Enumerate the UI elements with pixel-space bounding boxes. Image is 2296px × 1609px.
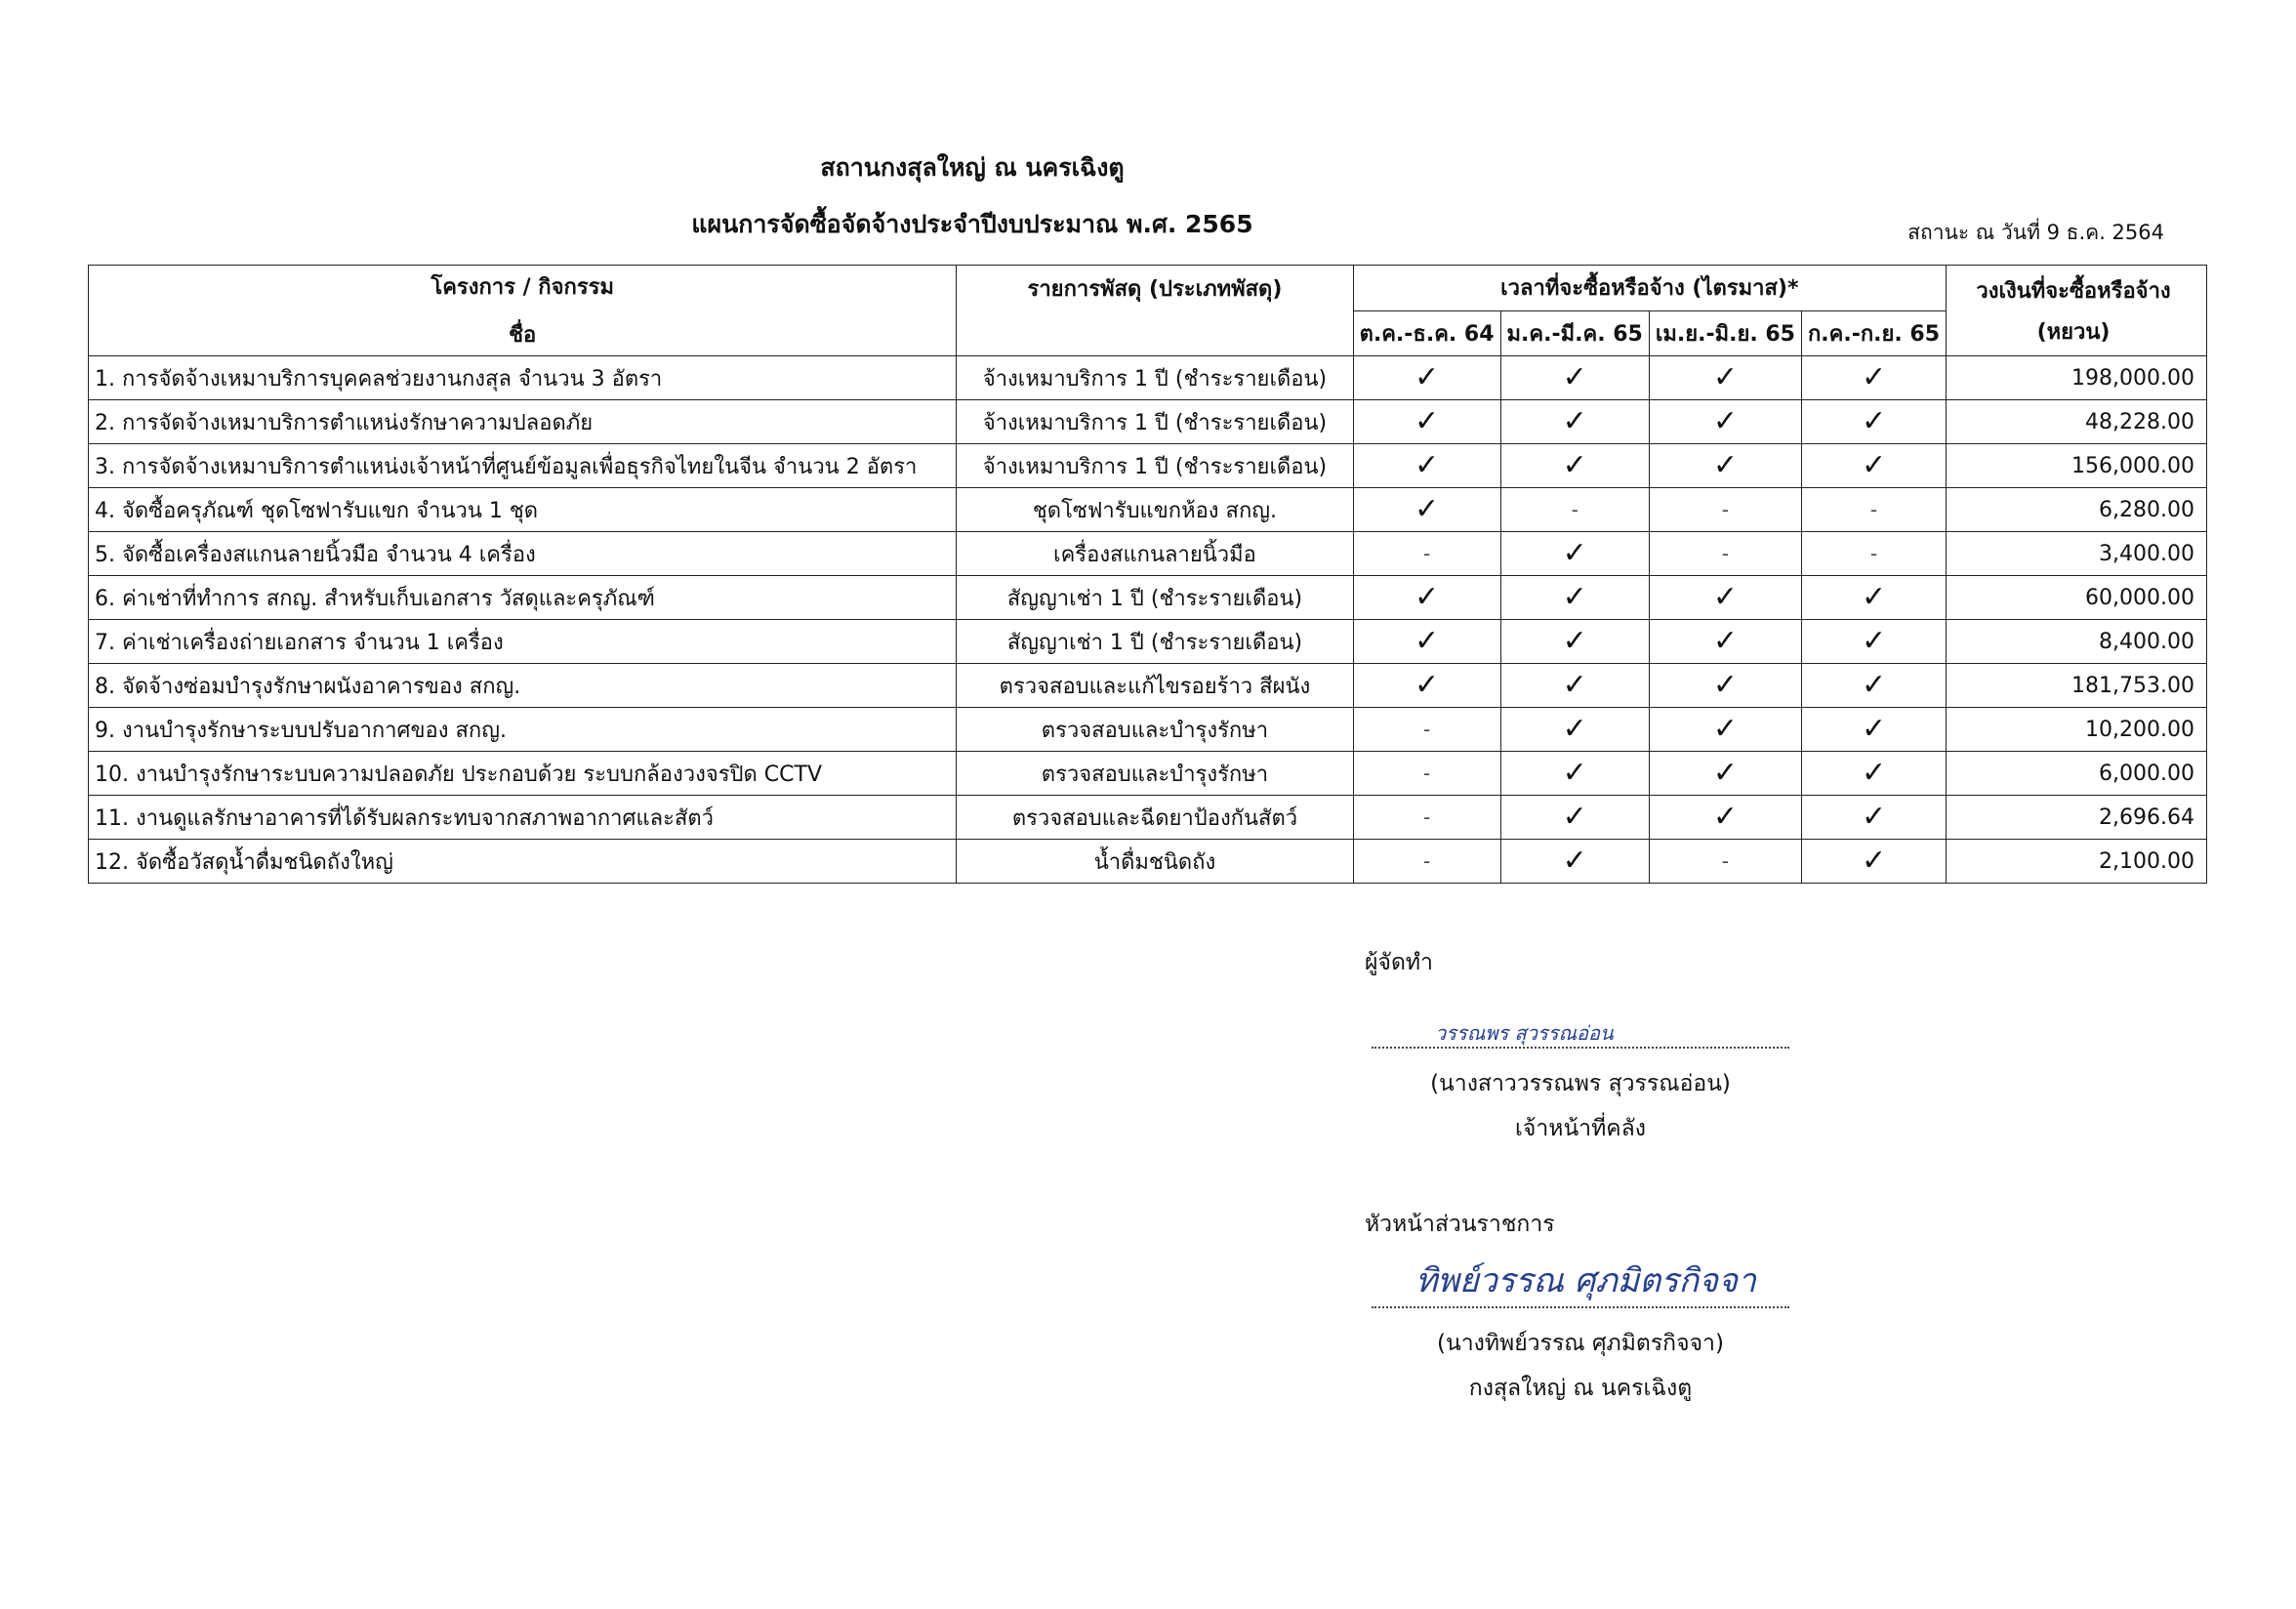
row-quarter-check: ✓ xyxy=(1500,532,1649,576)
row-project-name: 2. การจัดจ้างเหมาบริการตำแหน่งรักษาความปลอดภัย xyxy=(89,400,957,444)
row-amount: 181,753.00 xyxy=(1947,664,2207,708)
row-amount: 48,228.00 xyxy=(1947,400,2207,444)
row-item: จ้างเหมาบริการ 1 ปี (ชำระรายเดือน) xyxy=(957,356,1353,400)
row-project-name: 9. งานบำรุงรักษาระบบปรับอากาศของ สกญ. xyxy=(89,708,957,752)
row-amount: 60,000.00 xyxy=(1947,576,2207,620)
row-quarter-check: ✓ xyxy=(1801,840,1946,884)
row-item: ตรวจสอบและบำรุงรักษา xyxy=(957,752,1353,796)
row-amount: 198,000.00 xyxy=(1947,356,2207,400)
table-body xyxy=(89,356,2207,884)
table-row xyxy=(89,444,2207,488)
row-quarter-dash: - xyxy=(1801,488,1946,532)
row-quarter-check: ✓ xyxy=(1801,620,1946,664)
preparer-label: ผู้จัดทำ xyxy=(1365,950,1433,975)
row-amount: 8,400.00 xyxy=(1947,620,2207,664)
head-signature: ทิพย์วรรณ ศุภมิตรกิจจา xyxy=(1415,1261,1756,1300)
header-quarter: ต.ค.-ธ.ค. 64 xyxy=(1353,310,1500,356)
header-amount-line1: วงเงินที่จะซื้อหรือจ้าง xyxy=(1976,278,2171,304)
row-quarter-check: ✓ xyxy=(1649,796,1801,840)
header-amount xyxy=(1947,266,2207,356)
row-quarter-check: ✓ xyxy=(1500,400,1649,444)
row-project-name: 8. จัดจ้างซ่อมบำรุงรักษาผนังอาคารของ สกญ. xyxy=(89,664,957,708)
row-quarter-check: ✓ xyxy=(1500,576,1649,620)
row-quarter-dash: - xyxy=(1353,708,1500,752)
row-item: สัญญาเช่า 1 ปี (ชำระรายเดือน) xyxy=(957,620,1353,664)
row-quarter-dash: - xyxy=(1353,840,1500,884)
row-item: ตรวจสอบและบำรุงรักษา xyxy=(957,708,1353,752)
row-quarter-check: ✓ xyxy=(1801,576,1946,620)
row-project-name: 1. การจัดจ้างเหมาบริการบุคคลช่วยงานกงสุล จำนวน 3 อัตรา xyxy=(89,356,957,400)
header-item xyxy=(957,266,1353,356)
row-amount: 2,100.00 xyxy=(1947,840,2207,884)
header-quarter: ก.ค.-ก.ย. 65 xyxy=(1801,310,1946,356)
table-row xyxy=(89,840,2207,884)
row-project-name: 12. จัดซื้อวัสดุน้ำดื่มชนิดถังใหญ่ xyxy=(89,840,957,884)
row-quarter-dash: - xyxy=(1801,532,1946,576)
row-quarter-check: ✓ xyxy=(1649,752,1801,796)
row-project-name: 10. งานบำรุงรักษาระบบความปลอดภัย ประกอบด้วย ระบบกล้องวงจรปิด CCTV xyxy=(89,752,957,796)
row-quarter-check: ✓ xyxy=(1353,400,1500,444)
row-quarter-check: ✓ xyxy=(1801,752,1946,796)
row-project-name: 3. การจัดจ้างเหมาบริการตำแหน่งเจ้าหน้าที่ศูนย์ข้อมูลเพื่อธุรกิจไทยในจีน จำนวน 2 อัตรา xyxy=(89,444,957,488)
table-row xyxy=(89,356,2207,400)
row-quarter-check: ✓ xyxy=(1500,620,1649,664)
row-quarter-check: ✓ xyxy=(1353,620,1500,664)
row-quarter-check: ✓ xyxy=(1353,664,1500,708)
row-quarter-check: ✓ xyxy=(1500,796,1649,840)
header-time: เวลาที่จะซื้อหรือจ้าง (ไตรมาส)* xyxy=(1353,266,1947,311)
row-project-name: 5. จัดซื้อเครื่องสแกนลายนิ้วมือ จำนวน 4 เครื่อง xyxy=(89,532,957,576)
table-row xyxy=(89,752,2207,796)
row-quarter-dash: - xyxy=(1353,532,1500,576)
row-quarter-check: ✓ xyxy=(1649,664,1801,708)
head-label: หัวหน้าส่วนราชการ xyxy=(1365,1212,1555,1237)
procurement-plan-table xyxy=(88,265,2207,884)
row-quarter-check: ✓ xyxy=(1649,356,1801,400)
row-quarter-check: ✓ xyxy=(1801,796,1946,840)
row-quarter-check: ✓ xyxy=(1649,620,1801,664)
row-quarter-check: ✓ xyxy=(1801,356,1946,400)
row-amount: 156,000.00 xyxy=(1947,444,2207,488)
row-amount: 6,280.00 xyxy=(1947,488,2207,532)
header-quarter: ม.ค.-มี.ค. 65 xyxy=(1500,310,1649,356)
head-name: (นางทิพย์วรรณ ศุภมิตรกิจจา) xyxy=(1437,1331,1724,1356)
header-project-line1: โครงการ / กิจกรรม xyxy=(430,275,614,300)
status-date: สถานะ ณ วันที่ 9 ธ.ค. 2564 xyxy=(1907,221,2164,244)
row-quarter-check: ✓ xyxy=(1649,708,1801,752)
row-quarter-check: ✓ xyxy=(1353,576,1500,620)
page-subtitle: แผนการจัดซื้อจัดจ้างประจำปีงบประมาณ พ.ศ. 2565 xyxy=(691,210,1253,238)
row-quarter-check: ✓ xyxy=(1500,840,1649,884)
table-row xyxy=(89,708,2207,752)
table-row xyxy=(89,488,2207,532)
table-row xyxy=(89,620,2207,664)
row-quarter-dash: - xyxy=(1649,840,1801,884)
row-quarter-dash: - xyxy=(1649,488,1801,532)
head-signature-line xyxy=(1372,1306,1789,1308)
preparer-signature-line xyxy=(1372,1047,1789,1049)
header-project xyxy=(89,266,957,356)
row-quarter-check: ✓ xyxy=(1353,356,1500,400)
row-quarter-check: ✓ xyxy=(1649,576,1801,620)
header-quarter: เม.ย.-มิ.ย. 65 xyxy=(1649,310,1801,356)
row-quarter-dash: - xyxy=(1649,532,1801,576)
row-item: สัญญาเช่า 1 ปี (ชำระรายเดือน) xyxy=(957,576,1353,620)
table-row xyxy=(89,664,2207,708)
row-item: จ้างเหมาบริการ 1 ปี (ชำระรายเดือน) xyxy=(957,444,1353,488)
table-row xyxy=(89,576,2207,620)
row-project-name: 6. ค่าเช่าที่ทำการ สกญ. สำหรับเก็บเอกสาร วัสดุและครุภัณฑ์ xyxy=(89,576,957,620)
row-quarter-check: ✓ xyxy=(1500,444,1649,488)
table-row xyxy=(89,796,2207,840)
table-row xyxy=(89,532,2207,576)
row-item: น้ำดื่มชนิดถัง xyxy=(957,840,1353,884)
row-project-name: 11. งานดูแลรักษาอาคารที่ได้รับผลกระทบจากสภาพอากาศและสัตว์ xyxy=(89,796,957,840)
row-quarter-check: ✓ xyxy=(1500,664,1649,708)
row-item: ตรวจสอบและฉีดยาป้องกันสัตว์ xyxy=(957,796,1353,840)
row-item: เครื่องสแกนลายนิ้วมือ xyxy=(957,532,1353,576)
row-amount: 3,400.00 xyxy=(1947,532,2207,576)
row-quarter-dash: - xyxy=(1353,796,1500,840)
row-quarter-check: ✓ xyxy=(1500,708,1649,752)
page-title: สถานกงสุลใหญ่ ณ นครเฉิงตู xyxy=(820,153,1125,182)
head-position: กงสุลใหญ่ ณ นครเฉิงตู xyxy=(1468,1376,1693,1401)
row-quarter-check: ✓ xyxy=(1801,400,1946,444)
row-item: ชุดโซฟารับแขกห้อง สกญ. xyxy=(957,488,1353,532)
row-quarter-check: ✓ xyxy=(1801,444,1946,488)
row-project-name: 4. จัดซื้อครุภัณฑ์ ชุดโซฟารับแขก จำนวน 1 ชุด xyxy=(89,488,957,532)
row-quarter-dash: - xyxy=(1500,488,1649,532)
row-quarter-check: ✓ xyxy=(1353,444,1500,488)
row-quarter-dash: - xyxy=(1353,752,1500,796)
header-project-line2: ชื่อ xyxy=(509,323,537,348)
row-project-name: 7. ค่าเช่าเครื่องถ่ายเอกสาร จำนวน 1 เครื่อง xyxy=(89,620,957,664)
header-amount-line2: (หยวน) xyxy=(2036,319,2111,345)
row-quarter-check: ✓ xyxy=(1500,752,1649,796)
row-quarter-check: ✓ xyxy=(1500,356,1649,400)
row-amount: 6,000.00 xyxy=(1947,752,2207,796)
row-quarter-check: ✓ xyxy=(1353,488,1500,532)
header-item-label: รายการพัสดุ (ประเภทพัสดุ) xyxy=(1027,277,1283,302)
preparer-position: เจ้าหน้าที่คลัง xyxy=(1515,1116,1646,1141)
preparer-signature: วรรณพร สุวรรณอ่อน xyxy=(1435,1021,1614,1045)
row-quarter-check: ✓ xyxy=(1649,400,1801,444)
row-amount: 10,200.00 xyxy=(1947,708,2207,752)
row-quarter-check: ✓ xyxy=(1801,664,1946,708)
table-row xyxy=(89,400,2207,444)
row-item: จ้างเหมาบริการ 1 ปี (ชำระรายเดือน) xyxy=(957,400,1353,444)
preparer-name: (นางสาววรรณพร สุวรรณอ่อน) xyxy=(1430,1071,1731,1096)
row-item: ตรวจสอบและแก้ไขรอยร้าว สีผนัง xyxy=(957,664,1353,708)
row-amount: 2,696.64 xyxy=(1947,796,2207,840)
row-quarter-check: ✓ xyxy=(1649,444,1801,488)
row-quarter-check: ✓ xyxy=(1801,708,1946,752)
